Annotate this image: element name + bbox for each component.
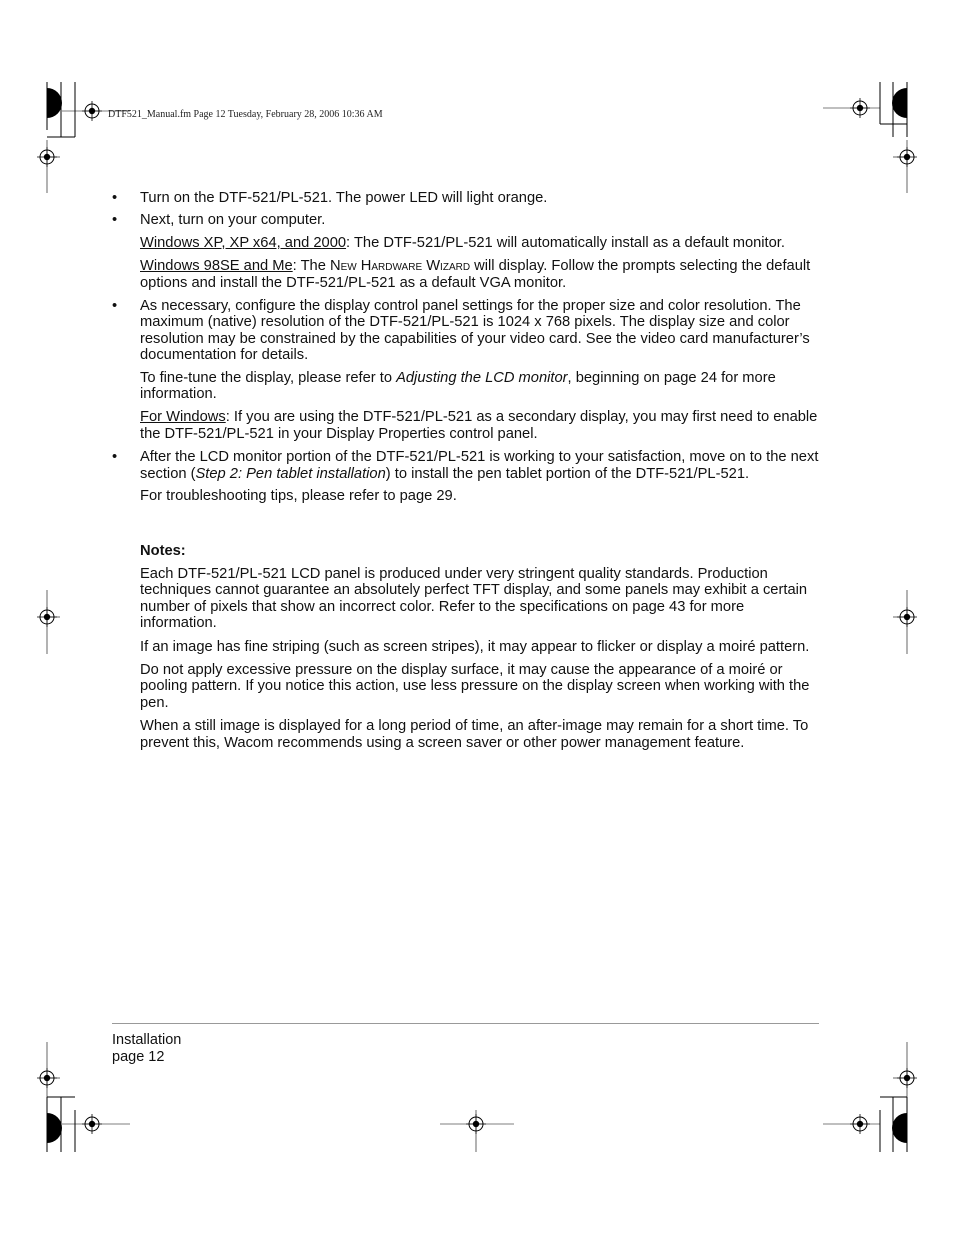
adjusting-lcd-link: Adjusting the LCD monitor bbox=[396, 369, 568, 386]
footer-page-number: page 12 bbox=[112, 1049, 165, 1065]
windows-98-text-cont: will display. Follow the prompts selecting the default options and install the DTF-521/PL-521 as a default VGA monitor. bbox=[140, 258, 811, 291]
wizard-name: New Hardware Wizard bbox=[329, 258, 471, 275]
print-slug: DTF521_Manual.fm Page 12 Tuesday, February 28, 2006 10:36 AM bbox=[108, 109, 383, 120]
finetune-text: To fine-tune the display, please refer to bbox=[140, 369, 397, 386]
step-power-on bbox=[112, 190, 822, 206]
note-item: Do not apply excessive pressure on the display surface, it may cause the appearance of a moiré or pooling pattern. If you notice this action, use less pressure on the display screen when working with the pen. bbox=[140, 661, 810, 711]
finetune-text-cont: , beginning on page 24 for more information. bbox=[140, 369, 776, 403]
footer-divider bbox=[112, 1023, 819, 1024]
for-windows-label: For Windows bbox=[140, 409, 226, 426]
troubleshooting-paragraph: For troubleshooting tips, please refer to page 29. bbox=[140, 488, 457, 505]
footer-section: Installation bbox=[112, 1032, 182, 1048]
note-item: Each DTF-521/PL-521 LCD panel is produced under very stringent quality standards. Production techniques cannot guarantee an absolutely perfect TFT display, and some panels may exhibit a certain number of pixels that show an incorrect color. Refer to the specifications on page 43 for more information. bbox=[140, 565, 808, 632]
windows-98-label: Windows 98SE and Me bbox=[140, 258, 293, 275]
windows-xp-text: : The DTF-521/PL-521 will automatically install as a default monitor. bbox=[346, 234, 785, 251]
windows-xp-label: Windows XP, XP x64, and 2000 bbox=[140, 234, 347, 251]
bullet: • bbox=[112, 212, 118, 229]
bullet: • bbox=[112, 298, 118, 315]
for-windows-paragraph bbox=[140, 409, 822, 442]
step-text: After the LCD monitor portion of the DTF-521/PL-521 is working to your satisfaction, move on to the next section ( bbox=[140, 449, 819, 482]
step-text: Next, turn on your computer. bbox=[140, 212, 326, 229]
step2-link: Step 2: Pen tablet installation bbox=[195, 465, 386, 482]
for-windows-text: : If you are using the DTF-521/PL-521 as a secondary display, you may first need to enable the DTF-521/PL-521 in your Display Properties control panel. bbox=[140, 409, 818, 442]
step-text: As necessary, configure the display control panel settings for the proper size and color resolution. The maximum (native) resolution of the DTF-521/PL-521 is 1024 x 768 pixels. The display size and color resolution may be constrained by the capabilities of your video card. See the video card manufacturer’s documentation for details. bbox=[140, 298, 810, 364]
note-windows-98 bbox=[140, 258, 822, 291]
bullet: • bbox=[112, 190, 118, 206]
note-item: When a still image is displayed for a long period of time, an after-image may remain for a short time. To prevent this, Wacom recommends using a screen saver or other power management feature. bbox=[140, 718, 809, 751]
step-computer-on bbox=[112, 212, 822, 228]
page-body bbox=[112, 190, 822, 758]
step-text-cont: ) to install the pen tablet portion of the DTF-521/PL-521. bbox=[385, 465, 750, 482]
note-windows-xp bbox=[140, 235, 822, 251]
bullet: • bbox=[112, 449, 118, 466]
windows-98-text: : The bbox=[292, 258, 330, 275]
finetune-paragraph bbox=[140, 370, 822, 403]
note-item: If an image has fine striping (such as screen stripes), it may appear to flicker or display a moiré pattern. bbox=[140, 638, 810, 655]
page-footer bbox=[112, 1032, 181, 1066]
step-configure bbox=[112, 298, 822, 364]
notes-heading: Notes: bbox=[140, 542, 186, 559]
step-after-lcd bbox=[112, 449, 822, 482]
step-text: Turn on the DTF-521/PL-521. The power LED will light orange. bbox=[140, 190, 548, 206]
